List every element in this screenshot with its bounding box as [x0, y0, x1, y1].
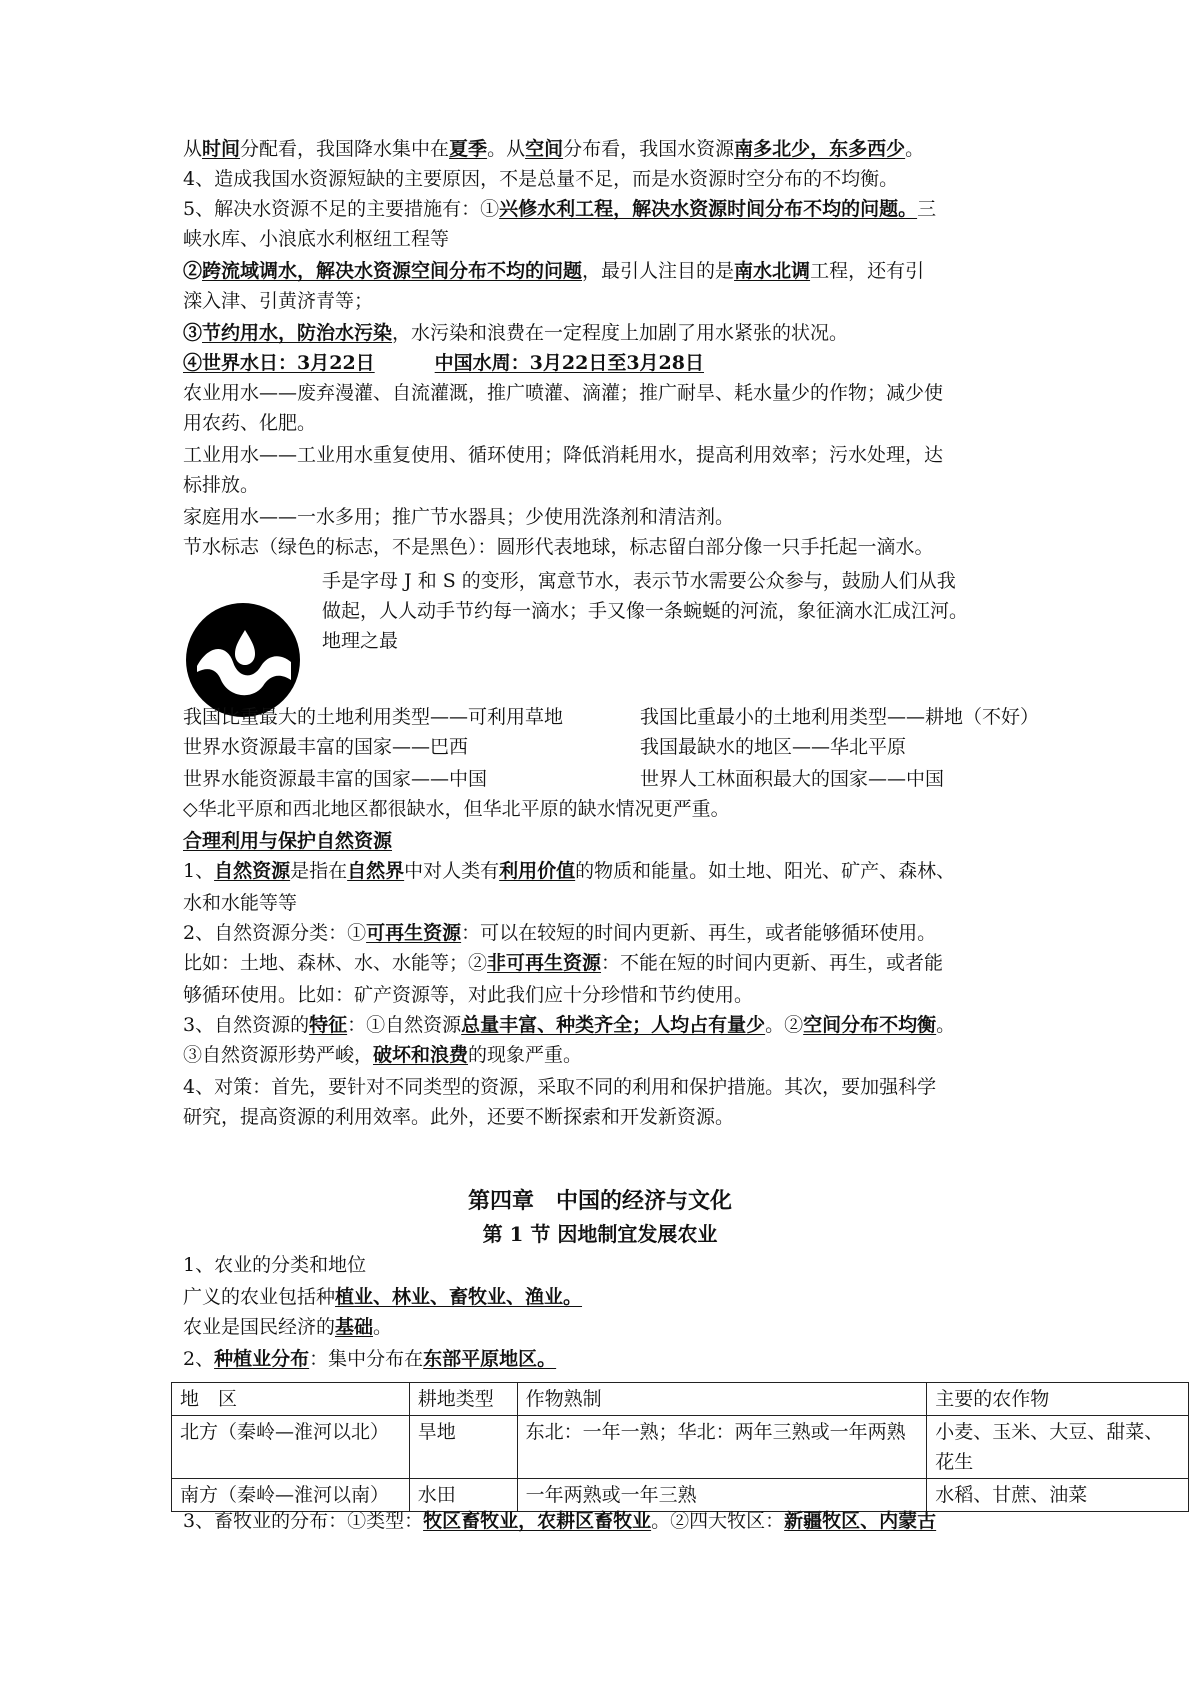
- text-line: 2、种植业分布：集中分布在东部平原地区。: [183, 1348, 557, 1370]
- table-header-cell: 作物熟制: [517, 1383, 927, 1416]
- text-line: ③自然资源形势严峻，破坏和浪费的现象严重。: [183, 1044, 583, 1066]
- text-line: ③节约用水，防治水污染，水污染和浪费在一定程度上加剧了用水紧张的状况。: [183, 322, 849, 344]
- table-cell: 东北：一年一熟；华北：两年三熟或一年两熟: [517, 1416, 927, 1479]
- text-line: 1、自然资源是指在自然界中对人类有利用价值的物质和能量。如土地、阳光、矿产、森林、: [183, 860, 956, 882]
- table-cell: 水稻、甘蔗、油菜: [927, 1479, 1189, 1512]
- table-header-cell: 地 区: [172, 1383, 410, 1416]
- text-line: ◇华北平原和西北地区都很缺水，但华北平原的缺水情况更严重。: [183, 798, 730, 820]
- text-line: 峡水库、小浪底水利枢纽工程等: [183, 228, 450, 250]
- text-line: 水和水能等等: [183, 892, 298, 914]
- section-title: 第 1 节 因地制宜发展农业: [482, 1222, 718, 1246]
- text-line: 手是字母 J 和 S 的变形，寓意节水，表示节水需要公众参与，鼓励人们从我: [322, 570, 956, 592]
- table-cell: 一年两熟或一年三熟: [517, 1479, 927, 1512]
- crop-distribution-table: [171, 1382, 1189, 1512]
- text-line: 4、造成我国水资源短缺的主要原因，不是总量不足，而是水资源时空分布的不均衡。: [183, 168, 899, 190]
- text-line: 世界水资源最丰富的国家——巴西 我国最缺水的地区——华北平原: [183, 736, 907, 758]
- text-line: ②跨流域调水，解决水资源空间分布不均的问题，最引人注目的是南水北调工程，还有引: [183, 260, 925, 282]
- text-line: 广义的农业包括种植业、林业、畜牧业、渔业。: [183, 1286, 583, 1308]
- text-line: 家庭用水——一水多用；推广节水器具；少使用洗涤剂和清洁剂。: [183, 506, 735, 528]
- text-line: 做起，人人动手节约每一滴水；手又像一条蜿蜒的河流，象征滴水汇成江河。: [322, 600, 969, 622]
- text-line: 农业是国民经济的基础。: [183, 1316, 393, 1338]
- table-cell: 南方（秦岭—淮河以南）: [172, 1479, 410, 1512]
- text-line: 用农药、化肥。: [183, 412, 317, 434]
- text-line: 5、解决水资源不足的主要措施有：①兴修水利工程，解决水资源时间分布不均的问题。三: [183, 198, 937, 220]
- table-cell: 旱地: [409, 1416, 517, 1479]
- text-line: 工业用水——工业用水重复使用、循环使用；降低消耗用水，提高利用效率；污水处理，达: [183, 444, 944, 466]
- text-line: 比如：土地、森林、水、水能等；②非可再生资源：不能在短的时间内更新、再生，或者能: [183, 952, 944, 974]
- table-cell: 水田: [409, 1479, 517, 1512]
- text-line: 标排放。: [183, 474, 260, 496]
- chapter-title: 第四章 中国的经济与文化: [467, 1188, 732, 1214]
- section-heading: 合理利用与保护自然资源: [183, 830, 393, 852]
- table-cell: 北方（秦岭—淮河以北）: [172, 1416, 410, 1479]
- text-line: 我国比重最大的土地利用类型——可利用草地 我国比重最小的土地利用类型——耕地（不好）: [183, 706, 1040, 728]
- text-line: 农业用水——废弃漫灌、自流灌溉，推广喷灌、滴灌；推广耐旱、耗水量少的作物；减少使: [183, 382, 944, 404]
- text-line: 3、自然资源的特征：①自然资源总量丰富、种类齐全；人均占有量少。②空间分布不均衡。: [183, 1014, 956, 1036]
- text-line: 世界水能资源最丰富的国家——中国 世界人工林面积最大的国家——中国: [183, 768, 945, 790]
- table-header-row: [172, 1383, 1189, 1416]
- text-line: 滦入津、引黄济青等；: [183, 290, 374, 312]
- text-line: ④世界水日：3月22日 中国水周：3月22日至3月28日: [183, 352, 704, 374]
- text-line: 2、自然资源分类：①可再生资源：可以在较短的时间内更新、再生，或者能够循环使用。: [183, 922, 937, 944]
- table-header-cell: 耕地类型: [409, 1383, 517, 1416]
- text-line: 1、农业的分类和地位: [183, 1254, 367, 1276]
- text-line: 够循环使用。比如：矿产资源等，对此我们应十分珍惜和节约使用。: [183, 984, 754, 1006]
- text-line: 地理之最: [322, 630, 399, 652]
- text-line: 从时间分配看，我国降水集中在夏季。从空间分布看，我国水资源南多北少，东多西少。: [183, 138, 925, 160]
- table-row: [172, 1416, 1189, 1479]
- text-line: 研究，提高资源的利用效率。此外，还要不断探索和开发新资源。: [183, 1106, 735, 1128]
- table-cell: 小麦、玉米、大豆、甜菜、花生: [927, 1416, 1189, 1479]
- table-header-cell: 主要的农作物: [927, 1383, 1189, 1416]
- text-line: 4、对策：首先，要针对不同类型的资源，采取不同的利用和保护措施。其次，要加强科学: [183, 1076, 937, 1098]
- text-line: 节水标志（绿色的标志，不是黑色）：圆形代表地球，标志留白部分像一只手托起一滴水。: [183, 536, 934, 558]
- text-line: 3、畜牧业的分布：①类型：牧区畜牧业，农耕区畜牧业。②四大牧区：新疆牧区、内蒙古: [183, 1510, 937, 1532]
